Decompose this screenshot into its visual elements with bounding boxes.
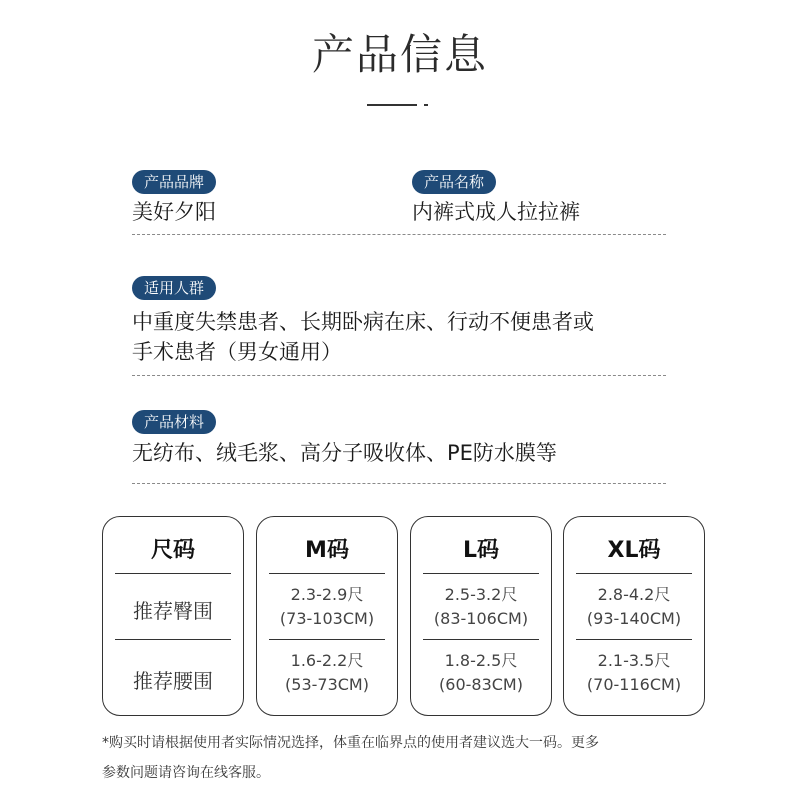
material-value: 无纺布、绒毛浆、高分子吸收体、PE防水膜等: [132, 441, 557, 465]
card-divider: [423, 573, 539, 574]
audience-badge: 适用人群: [132, 276, 216, 300]
hip-value: [257, 583, 397, 631]
size-title: XL码: [607, 538, 661, 563]
hip-chi: 2.3-2.9尺: [290, 585, 364, 604]
hip-value: [411, 583, 551, 631]
name-badge: 产品名称: [412, 170, 496, 194]
waist-value: [564, 649, 704, 697]
waist-cm: (53-73CM): [285, 675, 369, 694]
size-title: L码: [462, 538, 500, 563]
footnote-line-1: *购买时请根据使用者实际情况选择，体重在临界点的使用者建议选大一码。更多: [102, 735, 599, 751]
card-divider: [576, 639, 692, 640]
card-divider: [115, 639, 231, 640]
footnote: [102, 728, 722, 788]
brand-value: 美好夕阳: [132, 200, 216, 224]
page-title: 产品信息: [311, 30, 488, 79]
hip-cm: (83-106CM): [433, 609, 529, 628]
waist-label: 推荐腰围: [133, 669, 213, 693]
brand-badge: 产品品牌: [132, 170, 216, 194]
waist-chi: 1.8-2.5尺: [444, 651, 518, 670]
audience-line-1: 中重度失禁患者、长期卧病在床、行动不便患者或: [132, 310, 594, 334]
footnote-line-2: 参数问题请咨询在线客服。: [102, 765, 270, 781]
size-title: M码: [305, 538, 349, 563]
hip-value: [564, 583, 704, 631]
waist-chi: 2.1-3.5尺: [597, 651, 671, 670]
card-divider: [269, 573, 385, 574]
hip-cm: (73-103CM): [279, 609, 375, 628]
size-card-m: [256, 516, 398, 716]
size-card-xl: [563, 516, 705, 716]
hip-chi: 2.8-4.2尺: [597, 585, 671, 604]
waist-cm: (70-116CM): [586, 675, 682, 694]
card-divider: [576, 573, 692, 574]
size-card-l: [410, 516, 552, 716]
hip-chi: 2.5-3.2尺: [444, 585, 518, 604]
name-value: 内裤式成人拉拉裤: [412, 200, 580, 224]
divider-3: [132, 483, 666, 484]
material-badge: 产品材料: [132, 410, 216, 434]
title-dot: [424, 104, 428, 106]
card-divider: [269, 639, 385, 640]
hip-label: 推荐臀围: [133, 599, 213, 623]
card-divider: [423, 639, 539, 640]
waist-value: [411, 649, 551, 697]
divider-1: [132, 234, 666, 235]
waist-value: [257, 649, 397, 697]
hip-cm: (93-140CM): [586, 609, 682, 628]
waist-chi: 1.6-2.2尺: [290, 651, 364, 670]
card-divider: [115, 573, 231, 574]
size-header-card: [102, 516, 244, 716]
divider-2: [132, 375, 666, 376]
size-header-title: 尺码: [150, 538, 195, 563]
title-underline: [367, 104, 417, 106]
waist-cm: (60-83CM): [439, 675, 523, 694]
audience-line-2: 手术患者（男女通用）: [132, 340, 342, 364]
